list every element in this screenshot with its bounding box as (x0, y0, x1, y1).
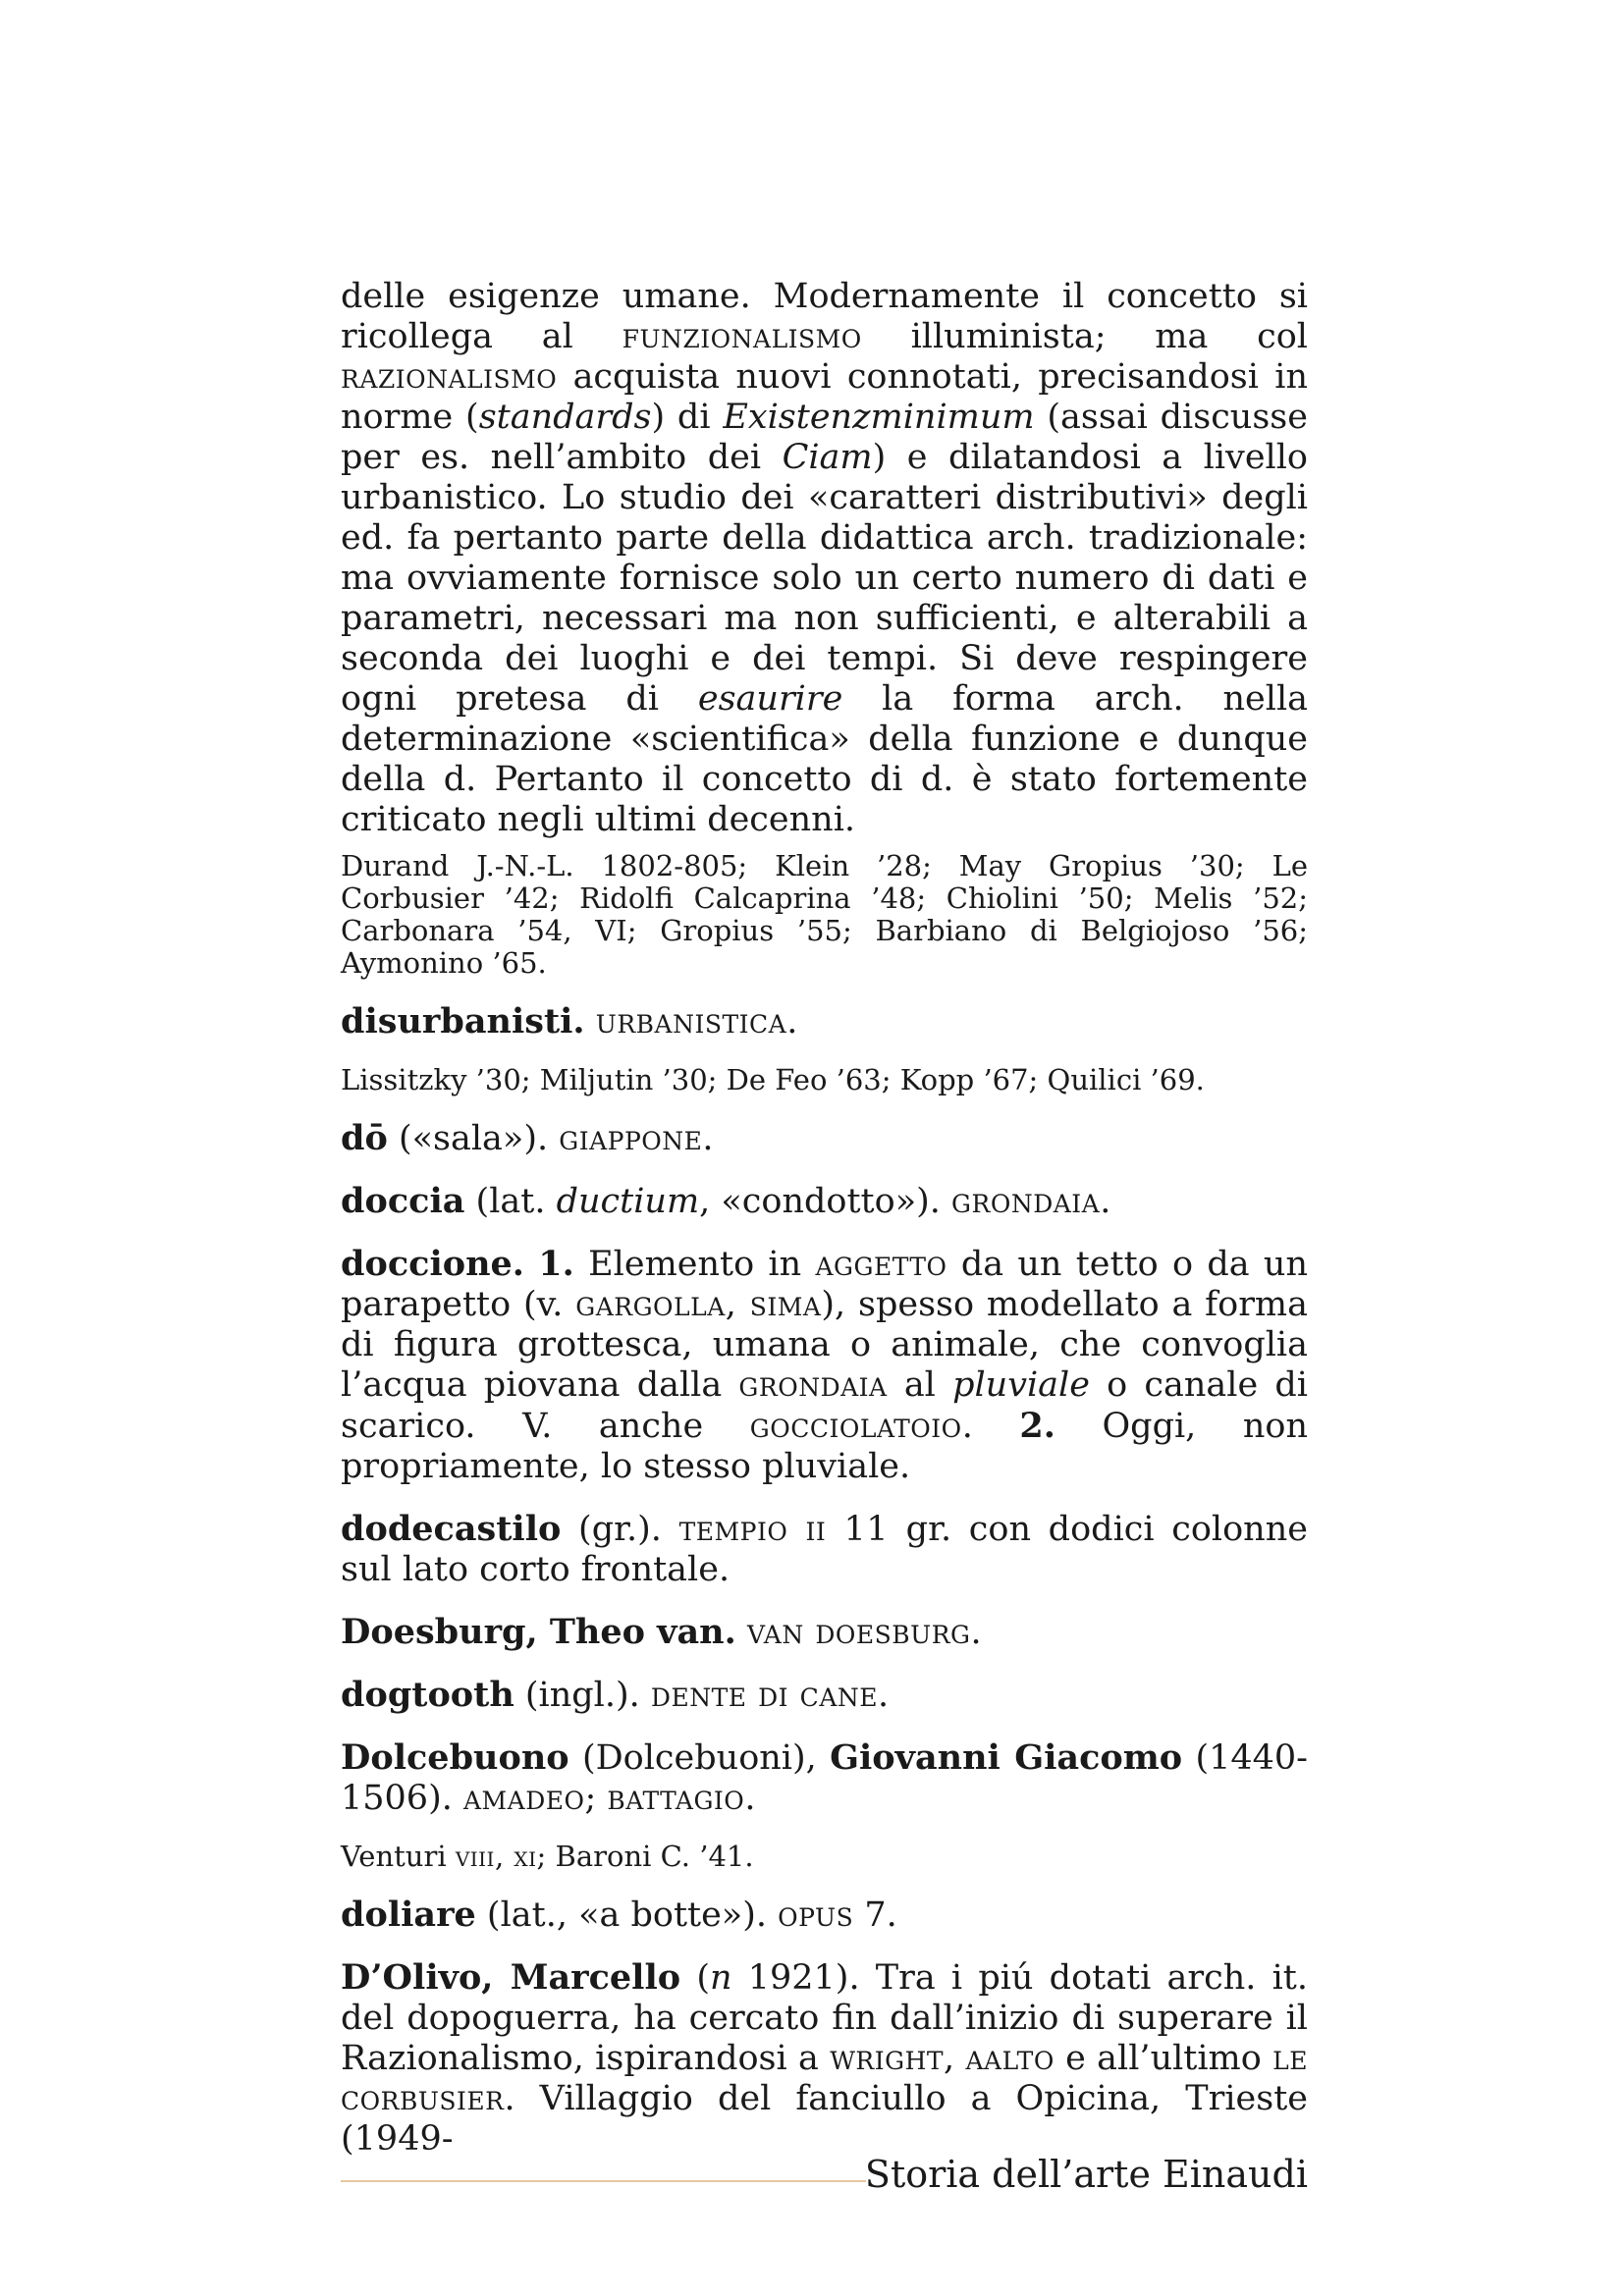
italic-term: standards (478, 398, 652, 437)
entry-text: , (944, 2039, 966, 2078)
headword: disurbanisti. (341, 1001, 585, 1041)
italic-term: ductium (556, 1182, 700, 1221)
entry-text: ), spesso modellato a forma di figura grottesca, umana o animale, che convoglia l’acqua piovana dalla (341, 1285, 1308, 1405)
entry-doesburg (341, 1612, 1308, 1653)
entry-text: . (744, 1779, 756, 1818)
entry-text: gr. con dodici colonne sul lato corto frontale. (341, 1510, 1308, 1589)
entry-text: Oggi, non propriamente, lo stesso pluviale. (341, 1407, 1308, 1486)
entry-text: , «condotto»). (699, 1182, 952, 1221)
cross-reference: wright (830, 2039, 945, 2078)
headword: dodecastilo (341, 1509, 562, 1549)
cross-reference: dente di cane (650, 1676, 878, 1715)
bibliography: Durand J.-N.-L. 1802-805; Klein ’28; May Gropius ’30; Le Corbusier ’42; Ridolfi Calcaprina ’48; Chiolini ’50; Melis ’52; Carbonara ’54, VI; Gropius ’55; Barbiano di Belgiojoso ’56; Aymonino ’65. (341, 849, 1308, 980)
entry-text: (lat., «a botte»). (475, 1896, 779, 1935)
entry-text: (ingl.). (514, 1676, 651, 1715)
italic-term: pluviale (952, 1365, 1090, 1405)
entry-text: (gr.). (561, 1510, 679, 1549)
bibliography (341, 1841, 1308, 1873)
bibliography-volumes: viii, xi (455, 1840, 537, 1873)
entry-text: ; (584, 1779, 608, 1818)
entry-text: . (970, 1613, 982, 1652)
entry-text: al (887, 1365, 953, 1405)
cross-reference: funzionalismo (622, 317, 862, 356)
cross-reference: amadeo (462, 1779, 585, 1818)
entry-text: acquista nuovi connotati, precisandosi in norme ( (341, 357, 1308, 437)
entry-dolcebuono (341, 1737, 1308, 1819)
headword: dō (341, 1118, 388, 1158)
entry-doccia (341, 1181, 1308, 1222)
bibliography-text: ; Baroni C. ’41. (536, 1840, 754, 1873)
entry-dogtooth (341, 1675, 1308, 1716)
entry-text: ) di (651, 398, 724, 437)
entry-dodecastilo (341, 1509, 1308, 1590)
entry-text: la forma arch. nella determinazione «scientifica» della funzione e dunque della d. Pertanto il concetto di d. è stato fortemente criticato negli ultimi decenni. (341, 679, 1308, 839)
italic-term: Ciam (782, 438, 873, 477)
headword: doliare (341, 1895, 476, 1935)
cross-reference: opus (778, 1896, 854, 1935)
cross-reference: urbanistica (595, 1002, 787, 1041)
entry-text: . (961, 1407, 1020, 1446)
headword: Dolcebuono (341, 1737, 569, 1778)
entry-text: («sala»). (387, 1119, 560, 1158)
publisher-label: Storia dell’arte Einaudi (864, 2153, 1308, 2196)
entry-text: illuminista; ma col (861, 317, 1308, 356)
entry-text: (Dolcebuoni), (568, 1738, 831, 1778)
entry-disurbanisti (341, 1001, 1308, 1042)
page-body (341, 277, 1308, 2181)
cross-reference: tempio ii 11 (678, 1510, 889, 1549)
entry-text: . (786, 1002, 798, 1041)
entry-d-olivo (341, 1957, 1308, 2160)
cross-reference: giappone (559, 1119, 703, 1158)
cross-reference: van doesburg (746, 1613, 971, 1652)
bibliography-text: Venturi (341, 1840, 456, 1873)
cross-reference: grondaia (951, 1182, 1101, 1221)
entry-text: e all’ultimo (1054, 2039, 1273, 2078)
entry-text: 1921). Tra i piú dotati arch. it. del dopoguerra, ha cercato fin dall’inizio di superare il Razionalismo, ispirandosi a (341, 1958, 1308, 2078)
footer-rule (341, 2180, 866, 2182)
entry-text: delle esigenze umane. Modernamente il concetto si ricollega al (341, 277, 1308, 356)
entry-text: 7. (853, 1896, 897, 1935)
cross-reference: le corbusier (341, 2039, 1308, 2118)
entry-text: (lat. (464, 1182, 557, 1221)
page-footer (341, 2152, 1308, 2201)
entry-text: ( (680, 1958, 710, 1998)
entry-text: o canale di scarico. V. anche (341, 1365, 1308, 1446)
italic-term: esaurire (697, 679, 843, 719)
cross-reference: aalto (965, 2039, 1055, 2078)
entry-do (341, 1118, 1308, 1159)
entry-doccione (341, 1244, 1308, 1487)
sense-number: 1. (538, 1244, 574, 1284)
entry-distribuzione-continuation (341, 277, 1308, 840)
bibliography: Lissitzky ’30; Miljutin ’30; De Feo ’63; Kopp ’67; Quilici ’69. (341, 1063, 1205, 1096)
entry-text: (1440-1506). (341, 1738, 1308, 1818)
headword: doccia (341, 1181, 465, 1221)
headword: D’Olivo, Marcello (341, 1957, 681, 1998)
sense-number: 2. (1019, 1406, 1055, 1446)
cross-reference: gocciolatoio (749, 1407, 962, 1446)
entry-text: . (702, 1119, 714, 1158)
cross-reference: razionalismo (341, 357, 558, 397)
headword: doccione. (341, 1244, 524, 1284)
entry-text: (assai discusse per es. nell’ambito dei (341, 398, 1308, 477)
headword: Doesburg, Theo van. (341, 1612, 736, 1652)
entry-doliare (341, 1895, 1308, 1936)
entry-text: da un tetto o da un parapetto (v. (341, 1245, 1309, 1324)
entry-text: Elemento in (573, 1245, 816, 1284)
entry-text: . (878, 1676, 890, 1715)
cross-reference: gargolla, sima (575, 1285, 822, 1324)
cross-reference: grondaia (738, 1365, 888, 1405)
entry-text: . Villaggio del fanciullo a Opicina, Trieste (1949- (341, 2079, 1308, 2159)
italic-term: Existenzminimum (723, 398, 1035, 437)
italic-term: n (709, 1958, 732, 1998)
headword: dogtooth (341, 1675, 514, 1715)
headword: Giovanni Giacomo (830, 1737, 1183, 1778)
entry-text: . (1100, 1182, 1111, 1221)
entry-text: ) e dilatandosi a livello urbanistico. Lo studio dei «caratteri distributivi» degli ed. fa pertanto parte della didattica arch. tradizionale: ma ovviamente fornisce solo un certo numero di dati e parametri, necessari ma non sufficienti, e alterabili a seconda dei luoghi e dei tempi. Si deve respingere ogni pretesa di (341, 438, 1308, 719)
cross-reference: battagio (607, 1779, 745, 1818)
cross-reference: aggetto (815, 1245, 947, 1284)
